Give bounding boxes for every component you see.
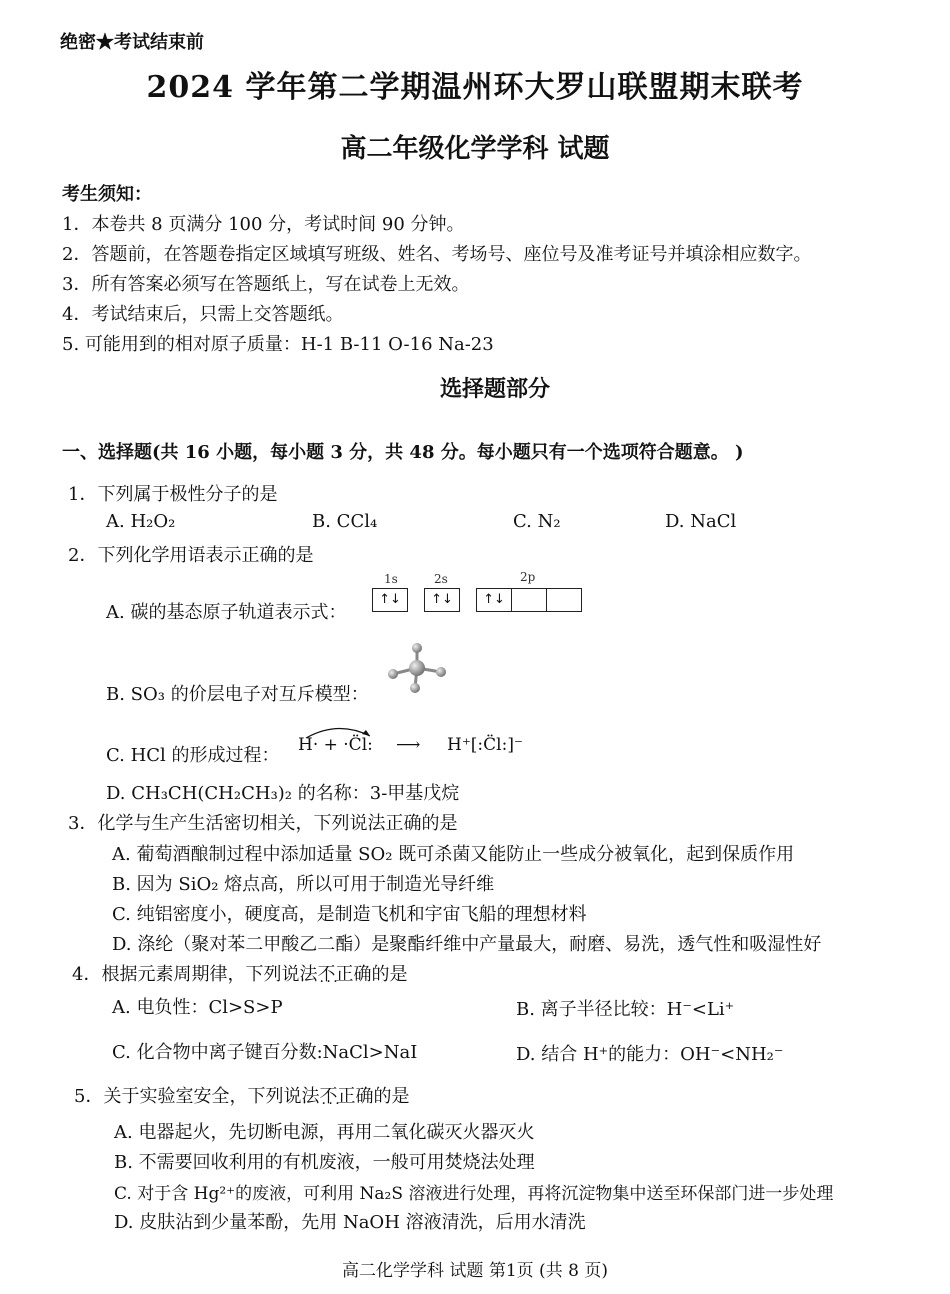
question-4-option-b: B. 离子半径比较：H⁻<Li⁺ [516,999,735,1020]
question-1-option-a: A. H₂O₂ [106,511,176,532]
orbital-cell [512,589,547,611]
question-5-stem [74,1082,409,1108]
page-footer: 高二化学学科 试题 第1页 (共 8 页) [342,1261,608,1281]
question-4-emphasis: 不正确 · · [317,960,371,986]
question-5-option-d: D. 皮肤沾到少量苯酚，先用 NaOH 溶液清洗，后用水清洗 [114,1212,586,1233]
question-5-option-b: B. 不需要回收利用的有机废液，一般可用焚烧法处理 [114,1152,535,1173]
notice-item: 2．答题前，在答题卷指定区域填写班级、姓名、考场号、座位号及准考证号并填涂相应数字。 [62,244,812,265]
question-3-option-c: C. 纯铝密度小，硬度高，是制造飞机和宇宙飞船的理想材料 [112,904,587,925]
orbital-box-1s [372,588,408,612]
question-5-stem-pre: 5．关于实验室安全，下列说法 [74,1086,320,1107]
question-1-option-b: B. CCl₄ [312,511,378,532]
question-2-option-d: D. CH₃CH(CH₂CH₃)₂ 的名称：3-甲基戊烷 [106,783,460,804]
notice-item: 4．考试结束后，只需上交答题纸。 [62,304,344,325]
exam-title: 2024 学年第二学期温州环大罗山联盟期末联考 [146,70,804,105]
question-3-option-b: B. 因为 SiO₂ 熔点高，所以可用于制造光导纤维 [112,874,495,895]
question-2-stem: 2．下列化学用语表示正确的是 [68,545,314,566]
question-2-option-a: A. 碳的基态原子轨道表示式： [106,602,347,623]
notice-item: 1．本卷共 8 页满分 100 分，考试时间 90 分钟。 [62,214,465,235]
vsepr-model-image [385,642,455,694]
question-5-stem-post: 的是 [373,1086,410,1107]
question-1-option-d: D. NaCl [665,511,737,532]
question-2-option-c: C. HCl 的形成过程： [106,745,280,766]
notice-item: 5. 可能用到的相对原子质量：H-1 B-11 O-16 Na-23 [62,334,494,355]
notice-heading: 考生须知： [62,184,152,205]
question-1-stem: 1．下列属于极性分子的是 [68,484,278,505]
orbital-box-2s [424,588,460,612]
orbital-cell [547,589,581,611]
section-instruction: 一、选择题(共 16 小题，每小题 3 分，共 48 分。每小题只有一个选项符合题意。 ) [62,442,744,463]
question-3-option-a: A. 葡萄酒酿制过程中添加适量 SO₂ 既可杀菌又能防止一些成分被氧化，起到保质作用 [112,844,795,865]
section-title: 选择题部分 [439,376,550,402]
orbital-box-2p [476,588,582,612]
orbital-label-2p: 2p [520,570,536,584]
question-1-option-c: C. N₂ [513,511,561,532]
confidential-label: 绝密★考试结束前 [60,32,204,53]
orbital-cell: ↑↓ [431,592,453,607]
orbital-cell: ↑↓ [379,592,401,607]
notice-item: 3．所有答案必须写在答题纸上，写在试卷上无效。 [62,274,470,295]
orbital-label-1s: 1s [384,572,398,586]
question-4-stem-post: 的是 [371,964,408,985]
question-4-option-c: C. 化合物中离子键百分数:NaCl>NaI [112,1042,418,1063]
question-5-option-a: A. 电器起火，先切断电源，再用二氧化碳灭火器灭火 [114,1122,535,1143]
question-5-emphasis: 不正确 · · [319,1082,373,1108]
question-3-stem: 3．化学与生产生活密切相关，下列说法正确的是 [68,813,458,834]
question-2-option-b: B. SO₃ 的价层电子对互斥模型： [106,684,369,705]
hcl-reactants: H· + ·C̈l: [298,735,373,755]
orbital-label-2s: 2s [434,572,448,586]
question-4-stem [72,960,407,986]
reaction-arrow: ⟶ [396,735,421,755]
orbital-cell: ↑↓ [477,589,512,611]
question-4-option-a: A. 电负性：Cl>S>P [112,997,283,1018]
exam-subtitle: 高二年级化学学科 试题 [340,134,610,164]
hcl-product: H⁺[:C̈l:]⁻ [447,735,523,755]
question-4-option-d: D. 结合 H⁺的能力：OH⁻<NH₂⁻ [516,1044,784,1065]
question-5-option-c: C. 对于含 Hg²⁺的废液，可利用 Na₂S 溶液进行处理，再将沉淀物集中送至环保部门进一步处理 [114,1184,834,1204]
question-3-option-d: D. 涤纶（聚对苯二甲酸乙二酯）是聚酯纤维中产量最大，耐磨、易洗，透气性和吸湿性好 [112,934,822,955]
question-4-stem-pre: 4．根据元素周期律，下列说法 [72,964,318,985]
